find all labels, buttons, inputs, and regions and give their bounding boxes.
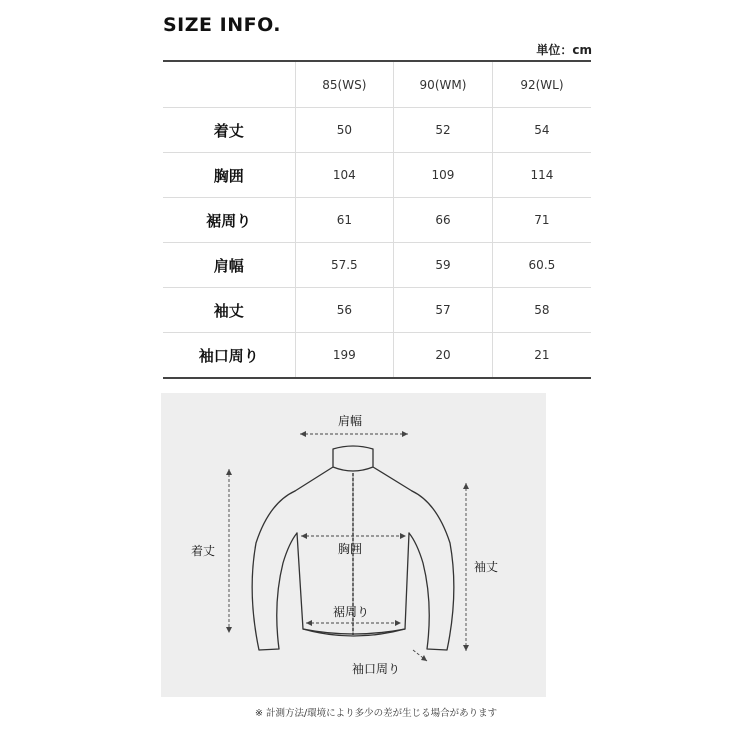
row-label: 袖口周り (163, 333, 295, 379)
table-header-row (163, 61, 591, 108)
row-label: 着丈 (163, 108, 295, 153)
table-cell: 57.5 (295, 243, 394, 288)
table-cell: 50 (295, 108, 394, 153)
diagram-label-shoulder: 肩幅 (338, 414, 363, 428)
row-label: 袖丈 (163, 288, 295, 333)
left-sleeve-outline (252, 491, 297, 650)
table-cell: 56 (295, 288, 394, 333)
table-cell: 21 (492, 333, 591, 379)
table-cell: 59 (394, 243, 493, 288)
diagram-label-chest: 胸囲 (338, 542, 363, 556)
column-header: 90(WM) (394, 61, 493, 108)
table-cell: 71 (492, 198, 591, 243)
table-cell: 20 (394, 333, 493, 379)
diagram-label-hem: 裾周り (333, 605, 370, 619)
diagram-label-cuff: 袖口周り (352, 662, 401, 676)
table-row (163, 243, 591, 288)
table-cell: 61 (295, 198, 394, 243)
row-label: 肩幅 (163, 243, 295, 288)
diagram-label-length: 着丈 (191, 544, 216, 558)
size-table (163, 60, 591, 379)
table-row (163, 153, 591, 198)
hem-outline (303, 629, 405, 636)
table-cell: 58 (492, 288, 591, 333)
table-row (163, 333, 591, 379)
table-cell: 114 (492, 153, 591, 198)
page-title: SIZE INFO. (163, 14, 282, 36)
table-cell: 109 (394, 153, 493, 198)
column-header: 92(WL) (492, 61, 591, 108)
table-row (163, 108, 591, 153)
unit-label: 単位：cm (536, 43, 592, 57)
column-header: 85(WS) (295, 61, 394, 108)
row-label: 胸囲 (163, 153, 295, 198)
table-row (163, 198, 591, 243)
diagram-label-sleeve: 袖丈 (474, 560, 499, 574)
table-cell: 57 (394, 288, 493, 333)
table-cell: 54 (492, 108, 591, 153)
right-sleeve-outline (409, 491, 454, 650)
table-cell: 104 (295, 153, 394, 198)
table-row (163, 288, 591, 333)
table-cell: 60.5 (492, 243, 591, 288)
table-cell: 199 (295, 333, 394, 379)
table-cell: 52 (394, 108, 493, 153)
measurement-diagram (161, 393, 546, 697)
measurement-note: ※ 計測方法/環境により多少の差が生じる場合があります (255, 708, 498, 719)
table-cell: 66 (394, 198, 493, 243)
table-corner-cell (163, 61, 295, 108)
row-label: 裾周り (163, 198, 295, 243)
